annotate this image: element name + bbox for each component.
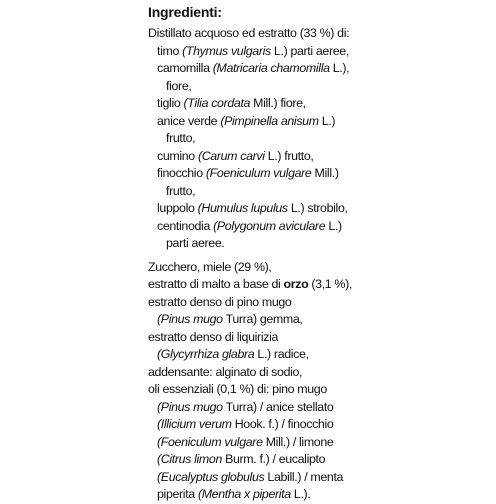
botanical-name: (Eucalyptus globulus: [157, 469, 265, 484]
botanical-name: (Foeniculum vulgare: [205, 166, 312, 180]
ingredient-text: L.).: [290, 487, 311, 501]
ingredient-text: Labill.) / menta: [264, 469, 344, 484]
ingredient-text: L.) parti aeree,: [270, 43, 349, 58]
ingredient-text: Burm. f.) / eucalipto: [221, 452, 326, 466]
botanical-name: (Mentha x piperita: [197, 487, 291, 501]
ingredient-text: L.) strobilo,: [287, 201, 348, 215]
ingredient-text: Zucchero, miele (29 %),: [148, 259, 272, 274]
ingredient-line: [148, 60, 352, 78]
ingredient-text: estratto denso di liquirizia: [148, 329, 279, 344]
botanical-name: (Humulus lupulus: [197, 201, 288, 215]
ingredient-text: camomilla: [157, 61, 213, 75]
ingredient-line: [148, 235, 352, 253]
ingredient-text: timo: [157, 43, 183, 58]
ingredient-line: [148, 451, 352, 469]
ingredient-text: L.),: [329, 61, 350, 75]
ingredient-text: Hook. f.) / finocchio: [231, 417, 334, 431]
ingredient-text: L.) radice,: [254, 347, 309, 361]
ingredients-heading: Ingredienti:: [148, 4, 222, 20]
ingredient-line: [148, 399, 352, 417]
ingredient-line: [148, 469, 352, 487]
ingredient-text: estratto di malto a base di: [148, 277, 284, 291]
ingredient-text: tiglio: [157, 96, 184, 110]
ingredient-text: anice verde: [157, 113, 221, 128]
ingredient-text: Turra) gemma,: [222, 312, 303, 326]
ingredient-text: L.) frutto,: [264, 148, 314, 163]
ingredients-list: [148, 25, 352, 504]
ingredient-line: [148, 294, 352, 312]
ingredient-text: addensante: alginato di sodio,: [148, 364, 303, 379]
ingredient-text: fiore,: [166, 78, 192, 93]
ingredient-text: luppolo: [157, 201, 198, 215]
ingredient-line: [148, 183, 352, 201]
ingredient-text: centinodia: [157, 218, 214, 233]
ingredient-text: Turra) / anice stellato: [222, 399, 334, 414]
ingredient-text: (3,1 %),: [308, 277, 352, 291]
ingredient-line: [148, 486, 352, 504]
ingredient-text: frutto,: [166, 131, 196, 145]
botanical-name: (Pimpinella anisum: [220, 113, 319, 128]
botanical-name: (Citrus limon: [157, 452, 222, 466]
ingredient-line: [148, 95, 352, 113]
ingredient-text: oli essenziali (0,1 %) di: pino mugo: [148, 382, 327, 396]
botanical-name: (Matricaria chamomilla: [212, 61, 330, 75]
ingredient-text: finocchio: [157, 166, 206, 180]
ingredient-line: [148, 148, 352, 166]
ingredient-line: [148, 165, 352, 183]
ingredient-line: [148, 276, 352, 294]
ingredient-line: [148, 78, 352, 96]
ingredient-line: [148, 434, 352, 452]
ingredient-line: [148, 218, 352, 236]
botanical-name: (Pinus mugo: [157, 312, 223, 326]
allergen-text: orzo: [283, 277, 309, 291]
ingredient-text: frutto,: [166, 183, 196, 198]
botanical-name: (Foeniculum vulgare: [157, 434, 263, 449]
ingredient-line: [148, 200, 352, 218]
ingredient-text: cumino: [157, 148, 198, 163]
botanical-name: (Tilia cordata: [183, 96, 251, 110]
ingredient-line: [148, 311, 352, 329]
ingredient-line: [148, 25, 352, 43]
botanical-name: (Pinus mugo: [157, 399, 223, 414]
ingredient-line: [148, 329, 352, 347]
ingredient-text: parti aeree.: [166, 236, 225, 250]
botanical-name: (Illicium verum: [157, 417, 232, 431]
ingredient-line: [148, 416, 352, 434]
ingredient-text: L.): [318, 113, 336, 128]
botanical-name: (Thymus vulgaris: [182, 43, 271, 58]
ingredient-text: Mill.) / limone: [262, 434, 334, 449]
ingredient-line: [148, 381, 352, 399]
ingredient-text: L.): [325, 218, 342, 233]
ingredient-line: [148, 130, 352, 148]
botanical-name: (Polygonum aviculare: [213, 218, 326, 233]
ingredient-line: [148, 113, 352, 131]
ingredient-line: [148, 346, 352, 364]
ingredient-line: [148, 364, 352, 382]
botanical-name: (Glycyrrhiza glabra: [157, 347, 255, 361]
ingredient-line: [148, 43, 352, 61]
ingredient-text: estratto denso di pino mugo: [148, 294, 292, 309]
ingredient-text: Mill.): [311, 166, 339, 180]
ingredients-label: [148, 0, 378, 501]
ingredient-text: Mill.) fiore,: [250, 96, 306, 110]
ingredient-line: [148, 259, 352, 277]
ingredient-text: Distillato acquoso ed estratto (33 %) di:: [148, 26, 350, 40]
botanical-name: (Carum carvi: [197, 148, 265, 163]
ingredient-text: piperita: [157, 487, 198, 501]
